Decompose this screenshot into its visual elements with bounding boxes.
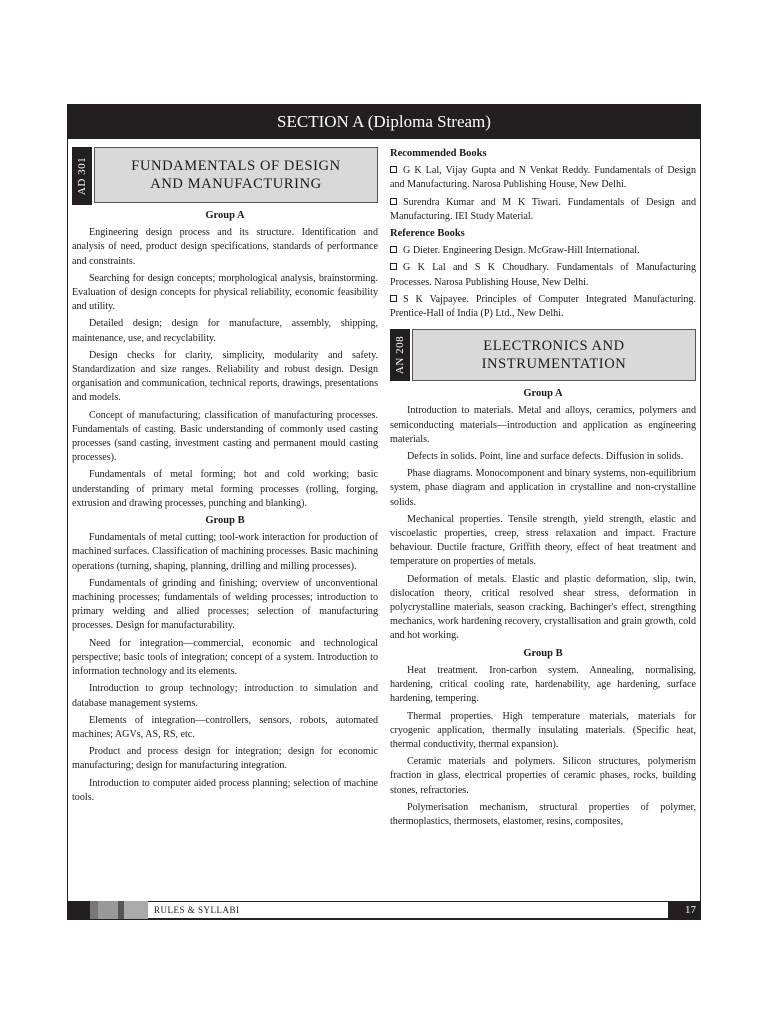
group-heading: Group B: [523, 647, 563, 659]
course-code-tab: AD 301: [72, 147, 92, 205]
syllabus-paragraph: Detailed design; design for manufacture, assembly, shipping, maintenance, use, and recyclability.: [72, 318, 378, 344]
page-footer: [68, 901, 700, 919]
syllabus-paragraph: Deformation of metals. Elastic and plastic deformation, slip, twin, dislocation theory, critical resolved shear stress, deformation in polycrystalline materials, season cracking, Bachinger's effect, strengthing mechanics, work hardening recovery, crystallisation and grain growth, cold and hot working.: [390, 573, 696, 642]
syllabus-paragraph: Searching for design concepts; morphological analysis, brainstorming. Evaluation of design concepts for physical reliability, economic feasibility and utility.: [72, 272, 378, 313]
syllabus-paragraph: Fundamentals of metal forming; hot and cold working; basic understanding of primary metal forming processes (rolling, forging, extrusion and drawing processes, punching and blanking).: [72, 469, 378, 509]
course-heading-ad301: [72, 147, 378, 205]
syllabus-paragraph: Defects in solids. Point, line and surface defects. Diffusion in solids.: [407, 451, 684, 463]
footer-decor-block: [98, 901, 118, 919]
left-column: [72, 147, 378, 808]
book-item: S K Vajpayee. Principles of Computer Integrated Manufacturing. Prentice-Hall of India (P) Ltd., New Delhi.: [390, 293, 696, 320]
book-item: G Dieter. Engineering Design. McGraw-Hill International.: [390, 244, 696, 258]
course-title-box: [412, 329, 696, 381]
reference-books-heading: Reference Books: [390, 228, 465, 240]
syllabus-paragraph: Polymerisation mechanism, structural properties of polymer, thermoplastics, thermosets, elastomer, resins, composites,: [390, 801, 696, 827]
page-sheet: [67, 104, 701, 920]
syllabus-paragraph: Design checks for clarity, simplicity, modularity and safety. Standardization and size ranges. Reliability and robust design. Design organisation and communication, technical reports, drawings, presentations and models.: [72, 349, 378, 404]
group-heading: Group A: [205, 210, 245, 221]
syllabus-paragraph: Need for integration—commercial, economic and technological perspective; basic tools of integration; concept of a system. Introduction to information technology and its elements.: [72, 637, 378, 678]
right-column: [390, 147, 696, 832]
checkbox-bullet-icon: [390, 295, 397, 302]
group-heading: Group A: [523, 388, 563, 400]
syllabus-paragraph: Thermal properties. High temperature materials, materials for cryogenic application, thermally insulating materials. (Specific heat, thermal conductivity, thermal expansion).: [390, 710, 696, 750]
footer-decor-block: [124, 901, 148, 919]
syllabus-paragraph: Introduction to materials. Metal and alloys, ceramics, polymers and semiconducting materials—introduction and application as engineering materials.: [390, 405, 696, 445]
syllabus-paragraph: Ceramic materials and polymers. Silicon structures, polymerism fraction in glass, electrical properties of ceramic phases, rocks, building stones, refractories.: [390, 756, 696, 796]
syllabus-paragraph: Product and process design for integration; design for economic manufacturing; design for manufacturing integration.: [72, 746, 378, 772]
group-heading: Group B: [205, 515, 245, 527]
book-item: G K Lal, Vijay Gupta and N Venkat Reddy. Fundamentals of Design and Manufacturing. Narosa Publishing House, New Delhi.: [390, 165, 696, 191]
syllabus-paragraph: Engineering design process and its structure. Identification and analysis of need, product design specifications, standards of performance and constraints.: [72, 227, 378, 267]
course-heading-an208: [390, 329, 696, 387]
syllabus-paragraph: Phase diagrams. Monocomponent and binary systems, non-equilibrium system, phase diagram and application in crystalline and non-crystalline solids.: [390, 468, 696, 508]
footer-decor-block: [90, 901, 98, 919]
course-title-box: [94, 147, 378, 203]
syllabus-paragraph: Elements of integration—controllers, sensors, robots, automated machines; AGVs, AS, RS, etc.: [72, 714, 378, 740]
page-number: 17: [685, 904, 696, 916]
checkbox-bullet-icon: [390, 263, 397, 270]
footer-label: RULES & SYLLABI: [148, 901, 668, 919]
syllabus-paragraph: Introduction to computer aided process planning; selection of machine tools.: [72, 777, 378, 803]
course-title-line: ELECTRONICS AND: [483, 338, 625, 355]
course-title-line: AND MANUFACTURING: [150, 176, 322, 192]
footer-decor-block: [68, 901, 90, 919]
syllabus-paragraph: Fundamentals of metal cutting; tool-work interaction for production of machined surfaces. Classification of machining processes. Basic machining operations (turning, shaping, planning, drilling and milling processes).: [72, 532, 378, 572]
syllabus-paragraph: Fundamentals of grinding and finishing; overview of unconventional machining processes; fundamentals of welding processes; introduction to primary welding and allied processes; selection of manufacturing processes. Design for manufacturability.: [72, 577, 378, 632]
syllabus-paragraph: Heat treatment. Iron-carbon system. Annealing, normalising, hardening, critical cooling rate, hardenability, age hardening, surface hardening, tempering.: [390, 664, 696, 705]
syllabus-paragraph: Mechanical properties. Tensile strength, yield strength, elastic and viscoelastic properties, creep, stress relaxation and impact. Fracture behaviour. Ductile fracture, Griffith theory, effect of heat treatment and temperature on properties of metals.: [390, 513, 696, 568]
checkbox-bullet-icon: [390, 198, 397, 205]
book-item: Surendra Kumar and M K Tiwari. Fundamentals of Design and Manufacturing. IEI Study Material.: [390, 196, 696, 222]
course-title-line: INSTRUMENTATION: [481, 356, 627, 373]
book-item: G K Lal and S K Choudhary. Fundamentals of Manufacturing Processes. Narosa Publishing House, New Delhi.: [390, 262, 696, 288]
recommended-books-heading: Recommended Books: [390, 148, 487, 159]
course-title-line: FUNDAMENTALS OF DESIGN: [131, 158, 341, 174]
course-code-tab: AN 208: [390, 329, 410, 381]
checkbox-bullet-icon: [390, 246, 397, 253]
syllabus-paragraph: Concept of manufacturing; classification of manufacturing processes. Fundamentals of casting. Basic understanding of commonly used casting processes (sand casting, investment casting and permanent mould casting processes).: [72, 409, 378, 464]
syllabus-paragraph: Introduction to group technology; introduction to simulation and database management systems.: [72, 683, 378, 709]
section-header: SECTION A (Diploma Stream): [68, 105, 700, 139]
checkbox-bullet-icon: [390, 166, 397, 173]
